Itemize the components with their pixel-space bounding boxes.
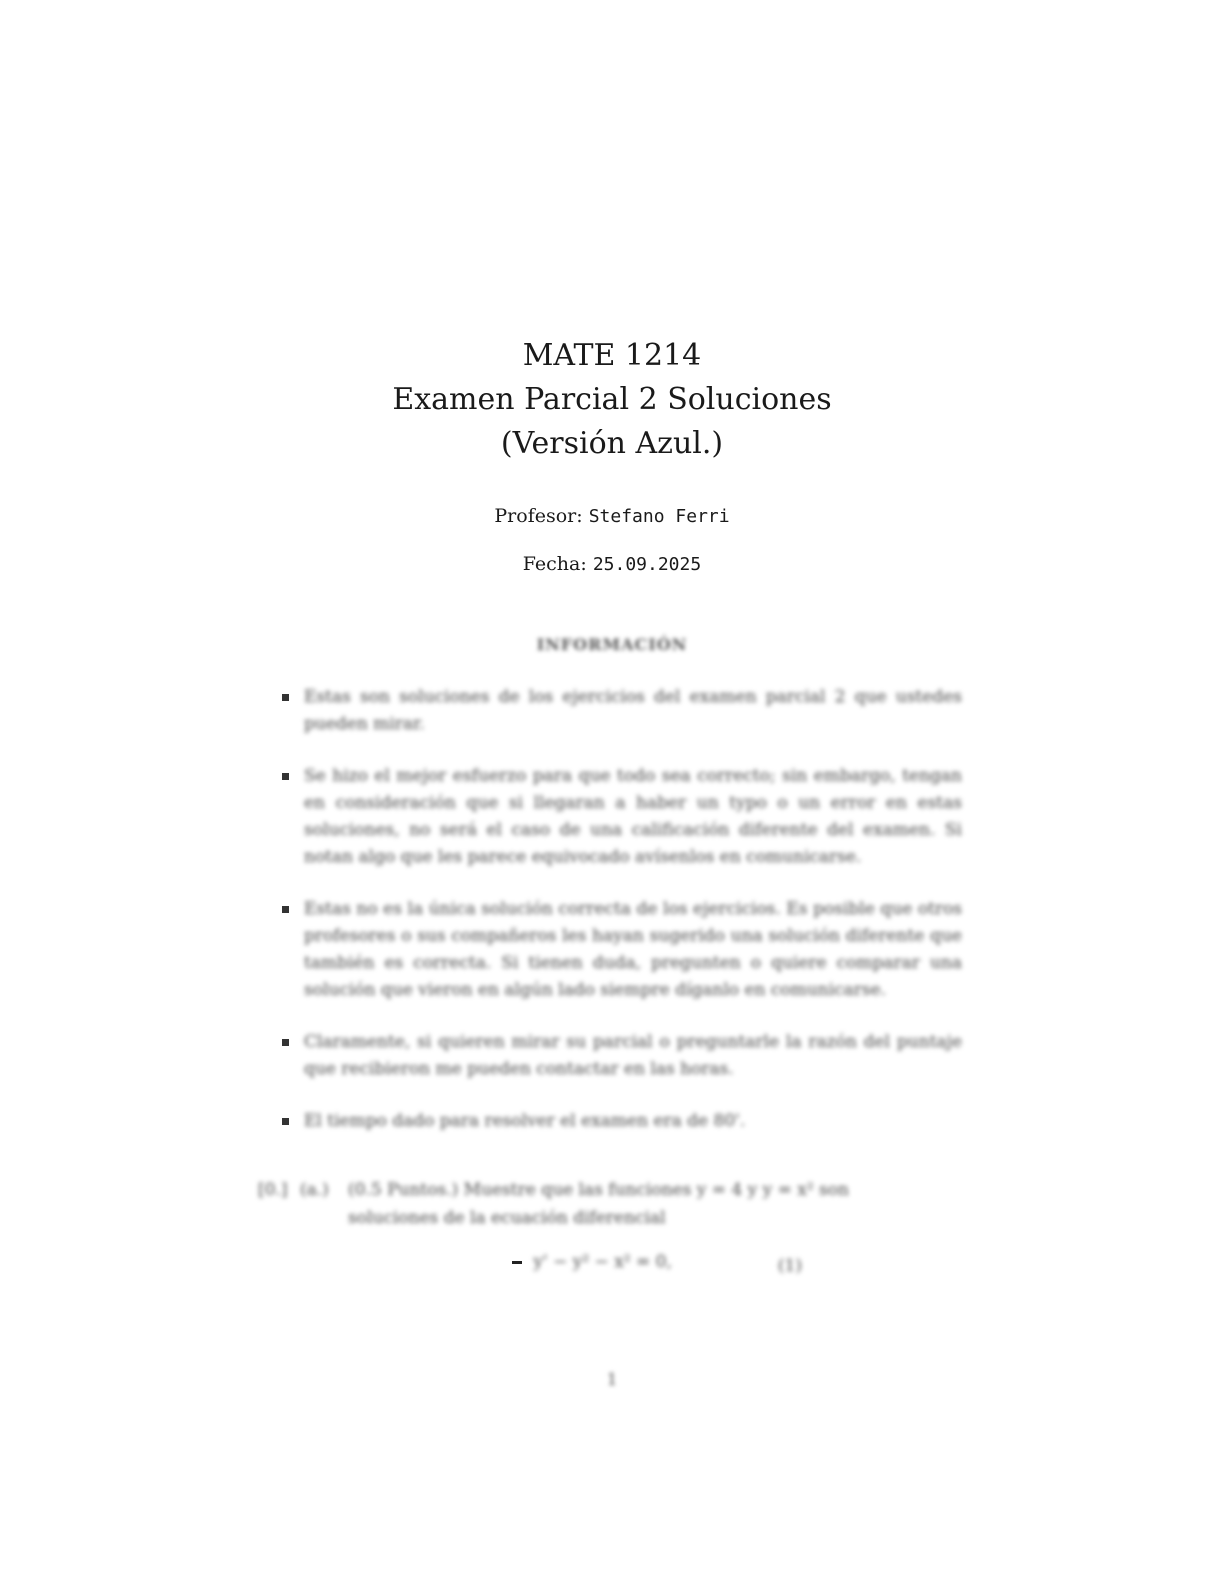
problem-statement [258, 1176, 968, 1232]
info-bullet [282, 1029, 962, 1083]
problem-part: (a.) [300, 1180, 329, 1200]
problem-number: [0.] [258, 1180, 288, 1200]
fraction-bar-icon [512, 1261, 522, 1264]
course-code: MATE 1214 [522, 338, 702, 373]
info-heading: INFORMACIÓN [536, 635, 688, 654]
info-bullet [282, 896, 962, 1004]
professor-name: Stefano Ferri [588, 506, 730, 527]
info-bullet-text: Estas no es la única solución correcta de los ejercicios. Es posible que otros profesores o sus compañeros les hayan sugerido una solución diferente que también es correcta. Si tienen duda, pregunten o quiere comparar una solución que vieron en algún lado siempre díganlo en comunicarse. [304, 899, 962, 1000]
info-bullet [282, 684, 962, 738]
info-bullet-text: Se hizo el mejor esfuerzo para que todo sea correcto; sin embargo, tengan en consideración que si llegaran a haber un typo o un error en estas soluciones, no será el caso de una calificación diferente del examen. Si notan algo que les parece equivocado avísenlos en comunicarse. [304, 766, 962, 867]
date-value: 25.09.2025 [592, 554, 702, 575]
bullet-icon [282, 1118, 289, 1125]
exam-version: (Versión Azul.) [500, 426, 724, 461]
date-line [0, 553, 1224, 575]
bullet-icon [282, 773, 289, 780]
info-bullet-text: El tiempo dado para resolver el examen era de 80'. [304, 1111, 746, 1131]
info-bullet [282, 1108, 962, 1135]
info-bullet-text: Estas son soluciones de los ejercicios del examen parcial 2 que ustedes pueden mirar. [304, 687, 962, 734]
equation-label: (1) [777, 1256, 802, 1276]
professor-line [0, 505, 1224, 527]
page-number: 1 [606, 1370, 618, 1390]
info-bullet-list [282, 684, 962, 1160]
equation [512, 1252, 812, 1276]
bullet-icon [282, 906, 289, 913]
problem-text-1: (0.5 Puntos.) Muestre que las funciones y = 4 y y = x² son [348, 1180, 849, 1200]
problem-line-1 [258, 1176, 968, 1204]
professor-label: Profesor: [494, 505, 583, 527]
date-label: Fecha: [522, 553, 587, 575]
equation-text: y' − y² − x² = 0, [533, 1252, 672, 1272]
info-bullet-text: Claramente, si quieren mirar su parcial o preguntarle la razón del puntaje que recibieron me pueden contactar en las horas. [304, 1032, 962, 1079]
title-block [0, 334, 1224, 466]
bullet-icon [282, 694, 289, 701]
problem-text-2: soluciones de la ecuación diferencial [348, 1208, 666, 1228]
info-bullet [282, 763, 962, 871]
bullet-icon [282, 1039, 289, 1046]
exam-title: Examen Parcial 2 Soluciones [392, 382, 832, 417]
